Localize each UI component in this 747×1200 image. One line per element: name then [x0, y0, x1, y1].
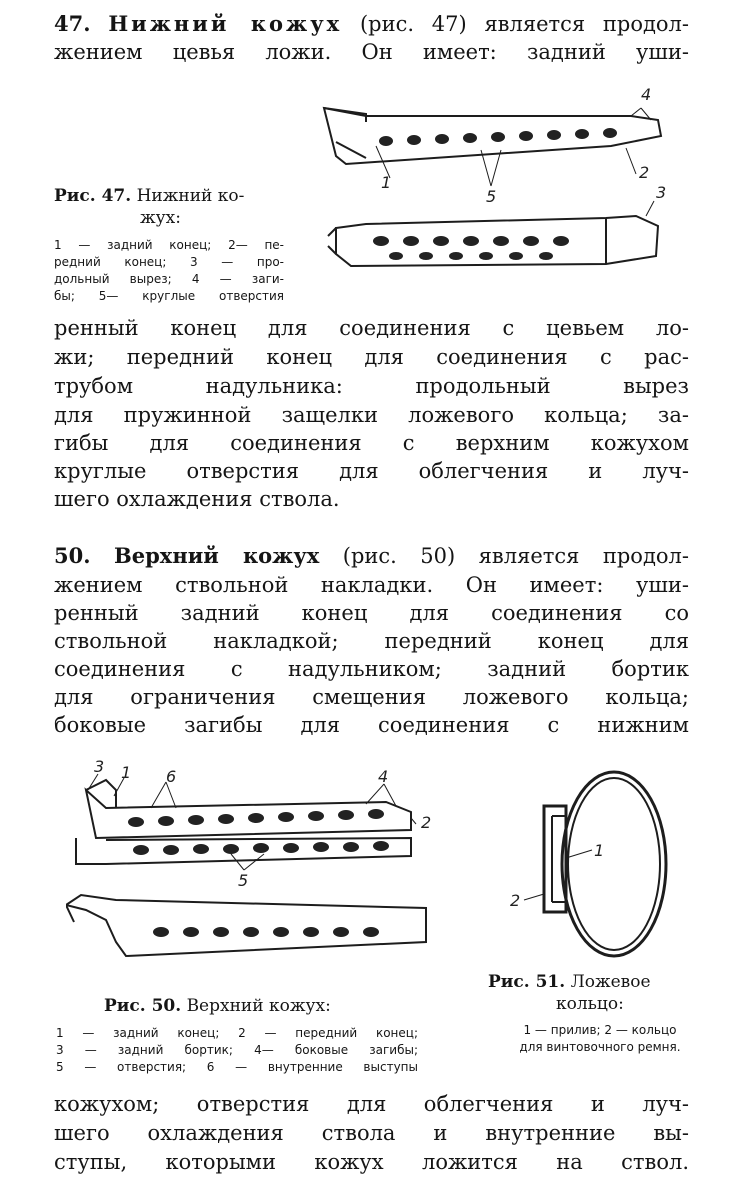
p47-line-2: жением цевья ложи. Он имеет: задний уши- [54, 40, 689, 64]
p50-line-2: жением ствольной накладки. Он имеет: уши- [54, 573, 689, 597]
p47-line-7: гибы для соединения с верхним кожухом [54, 431, 689, 455]
p47-line-1 [54, 12, 689, 36]
p50-line-3: ренный задний конец для соединения со [54, 601, 689, 625]
fig51-caption-prefix: Рис. 51. [488, 972, 566, 992]
p50-line-5: соединения с надульником; задний бортик [54, 657, 689, 681]
fig50-callout-5: 5 [238, 871, 249, 890]
p50-line-8: кожухом; отверстия для облегчения и луч- [54, 1092, 689, 1116]
p47-line-5: трубом надульника: продольный вырез [54, 374, 689, 398]
fig47-legend-4: бы; 5— круглые отверстия [54, 289, 284, 303]
p47-line-9: шего охлаждения ствола. [54, 487, 340, 511]
fig50-legend-3: 5 — отверстия; 6 — внутренние выступы [56, 1060, 418, 1074]
p50-line-4: ствольной накладкой; передний конец для [54, 629, 689, 653]
p50-line-9: шего охлаждения ствола и внутренние вы- [54, 1121, 689, 1145]
fig51-caption-title [488, 972, 688, 992]
fig50-callout-2: 2 [421, 813, 432, 832]
p50-line-6: для ограничения смещения ложевого кольца; [54, 685, 689, 709]
figure-51-drawing [504, 766, 684, 976]
figure-50-drawing [66, 760, 446, 990]
fig50-callout-1: 1 [121, 763, 132, 782]
fig50-caption-text: Верхний кожух: [186, 996, 331, 1016]
fig51-callout-1: 1 [594, 841, 605, 860]
p47-line-3: ренный конец для соединения с цевьем ло- [54, 316, 689, 340]
fig51-callout-2: 2 [510, 891, 521, 910]
fig47-callout-2: 2 [639, 163, 650, 182]
fig51-legend-2: для винтовочного ремня. [519, 1040, 681, 1054]
fig51-legend-1: 1 — прилив; 2 — кольцо [523, 1023, 677, 1037]
p47-title: Нижний кожух [108, 11, 343, 36]
p47-number: 47. [54, 11, 91, 36]
fig51-caption-text: Ложевое [570, 972, 651, 992]
p50-title: Верхний кожух [114, 543, 320, 568]
fig50-legend-1: 1 — задний конец; 2 — передний конец; [56, 1026, 418, 1040]
p47-line-6: для пружинной защелки ложевого кольца; за- [54, 403, 689, 427]
fig47-caption-line-2: жух: [140, 208, 181, 228]
p50-line-1 [54, 544, 689, 568]
fig47-legend-1: 1 — задний конец; 2— пе- [54, 238, 284, 252]
fig47-caption-title [54, 186, 294, 206]
fig47-caption-text: Нижний ко- [136, 186, 245, 206]
fig50-caption-title [104, 996, 424, 1016]
figure-47-drawing [306, 86, 686, 296]
fig50-caption-prefix: Рис. 50. [104, 996, 182, 1016]
fig50-legend-2: 3 — задний бортик; 4— боковые загибы; [56, 1043, 418, 1057]
p47-line-4: жи; передний конец для соединения с рас- [54, 345, 689, 369]
fig47-legend-2: редний конец; 3 — про- [54, 255, 284, 269]
p50-line-1-text: (рис. 50) является продол- [342, 544, 689, 568]
fig50-callout-4: 4 [378, 767, 389, 786]
fig47-caption-prefix: Рис. 47. [54, 186, 132, 206]
fig50-callout-6: 6 [166, 767, 177, 786]
fig47-legend-3: дольный вырез; 4 — заги- [54, 272, 284, 286]
p47-line-8: круглые отверстия для облегчения и луч- [54, 459, 689, 483]
fig47-callout-4: 4 [641, 86, 652, 104]
p50-line-10: ступы, которыми кожух ложится на ствол. [54, 1150, 689, 1174]
p50-number: 50. [54, 543, 91, 568]
p50-line-7: боковые загибы для соединения с нижним [54, 713, 689, 737]
p47-line-1-text: (рис. 47) является продол- [359, 12, 689, 36]
fig47-callout-1: 1 [381, 173, 392, 192]
fig50-callout-3: 3 [94, 760, 105, 776]
fig47-callout-3: 3 [656, 183, 667, 202]
fig47-callout-5: 5 [486, 187, 497, 206]
fig51-caption-line-2: кольцо: [556, 994, 624, 1014]
